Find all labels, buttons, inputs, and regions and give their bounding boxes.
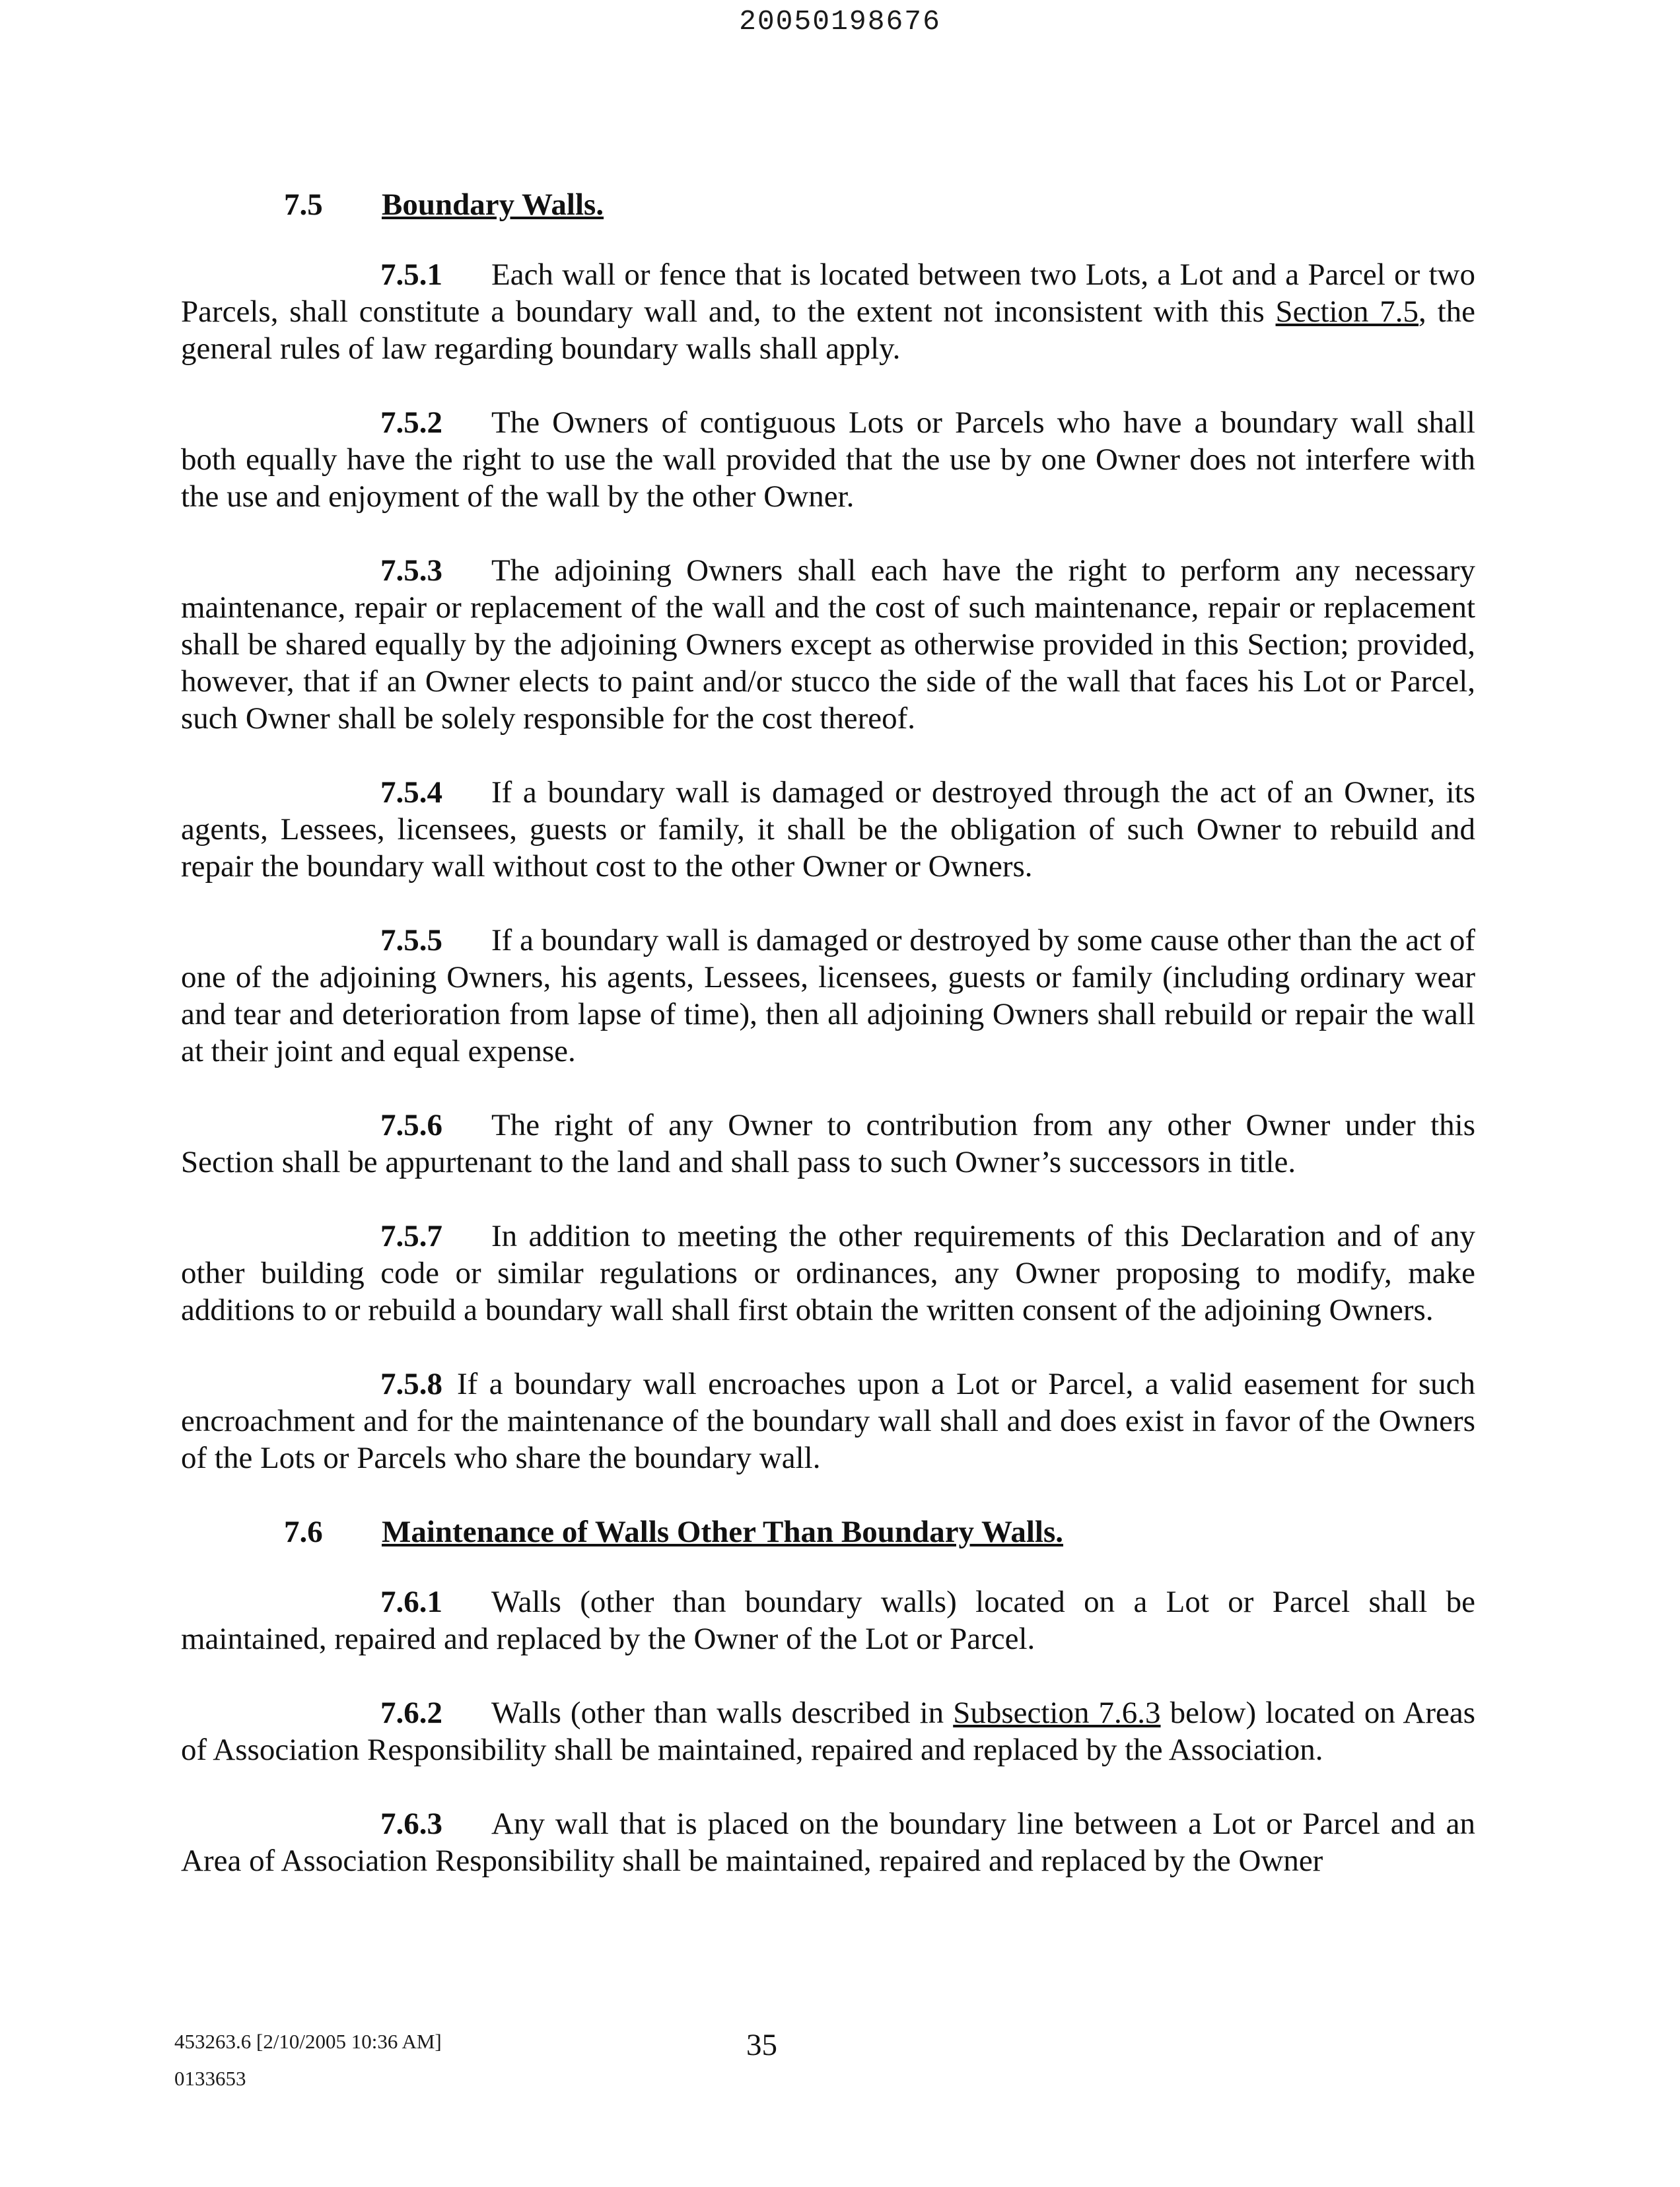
section-number: 7.5 bbox=[284, 188, 323, 222]
paragraph-7-5-2 bbox=[181, 404, 1475, 515]
cross-reference-link: Subsection 7.6.3 bbox=[953, 1696, 1161, 1730]
paragraph-7-5-6 bbox=[181, 1107, 1475, 1181]
paragraph-7-5-8 bbox=[181, 1366, 1475, 1476]
paragraph-7-5-4 bbox=[181, 774, 1475, 885]
paragraph-number: 7.6.2 bbox=[380, 1696, 442, 1730]
paragraph-text: The Owners of contiguous Lots or Parcels who have a boundary wall shall both equally have the right to use the wall provided that the use by one Owner does not interfere with the use and enjoyment of the wall by the other Owner. bbox=[181, 405, 1475, 514]
paragraph-text: If a boundary wall encroaches upon a Lot or Parcel, a valid easement for such encroachment and for the maintenance of the boundary wall shall and does exist in favor of the Owners of the Lots or Parcels who share the boundary wall. bbox=[181, 1367, 1475, 1475]
document-number: 20050198676 bbox=[739, 5, 941, 38]
paragraph-number: 7.5.7 bbox=[380, 1219, 442, 1253]
paragraph-number: 7.5.6 bbox=[380, 1108, 442, 1142]
paragraph-7-5-7 bbox=[181, 1218, 1475, 1329]
paragraph-7-6-1 bbox=[181, 1583, 1475, 1657]
paragraph-text: The adjoining Owners shall each have the right to perform any necessary maintenance, repair or replacement of the wall and the cost of such maintenance, repair or replacement shall be shared equally by the adjoining Owners except as otherwise provided in this Section; provided, however, that if an Owner elects to paint and/or stucco the side of the wall that faces his Lot or Parcel, such Owner shall be solely responsible for the cost thereof. bbox=[181, 553, 1475, 736]
paragraph-number: 7.5.1 bbox=[380, 258, 442, 292]
paragraph-7-6-3 bbox=[181, 1805, 1475, 1879]
paragraph-text: Walls (other than boundary walls) located on a Lot or Parcel shall be maintained, repaired and replaced by the Owner of the Lot or Parcel. bbox=[181, 1585, 1475, 1656]
paragraph-number: 7.6.3 bbox=[380, 1807, 442, 1841]
document-body bbox=[181, 186, 1475, 1916]
paragraph-7-6-2 bbox=[181, 1694, 1475, 1768]
section-heading-7-5 bbox=[181, 186, 1475, 223]
paragraph-text: If a boundary wall is damaged or destroyed by some cause other than the act of one of the adjoining Owners, his agents, Lessees, licensees, guests or family (including ordinary wear and tear and deterioration from lapse of time), then all adjoining Owners shall rebuild or repair the wall at their joint and equal expense. bbox=[181, 923, 1475, 1068]
paragraph-text-continued: , the general rules of law regarding boundary walls shall apply. bbox=[181, 295, 1475, 366]
paragraph-text: If a boundary wall is damaged or destroyed through the act of an Owner, its agents, Lessees, licensees, guests or family, it shall be the obligation of such Owner to rebuild and repair the boundary wall without cost to the other Owner or Owners. bbox=[181, 775, 1475, 884]
paragraph-text: Each wall or fence that is located between two Lots, a Lot and a Parcel or two Parcels, shall constitute a boundary wall and, to the extent not inconsistent with this bbox=[181, 258, 1475, 329]
paragraph-number: 7.5.4 bbox=[380, 775, 442, 810]
footer-client-code: 0133653 bbox=[174, 2067, 246, 2090]
section-title: Maintenance of Walls Other Than Boundary Walls. bbox=[382, 1515, 1064, 1549]
section-heading-7-6 bbox=[181, 1513, 1475, 1550]
paragraph-number: 7.5.5 bbox=[380, 923, 442, 957]
paragraph-number: 7.5.2 bbox=[380, 405, 442, 440]
cross-reference-link: Section 7.5 bbox=[1275, 295, 1419, 329]
paragraph-text: Any wall that is placed on the boundary line between a Lot or Parcel and an Area of Association Responsibility shall be maintained, repaired and replaced by the Owner bbox=[181, 1807, 1475, 1878]
paragraph-number: 7.6.1 bbox=[380, 1585, 442, 1619]
paragraph-7-5-3 bbox=[181, 552, 1475, 737]
paragraph-text: Walls (other than walls described in bbox=[491, 1696, 954, 1730]
paragraph-7-5-1 bbox=[181, 256, 1475, 367]
footer bbox=[174, 2023, 442, 2097]
paragraph-number: 7.5.3 bbox=[380, 553, 442, 588]
paragraph-text-continued: below) located on Areas of Association Responsibility shall be maintained, repaired and replaced by the Association. bbox=[181, 1696, 1475, 1767]
page-number: 35 bbox=[746, 2028, 777, 2062]
paragraph-7-5-5 bbox=[181, 922, 1475, 1070]
footer-doc-ref: 453263.6 [2/10/2005 10:36 AM] bbox=[174, 2030, 442, 2053]
section-number: 7.6 bbox=[284, 1515, 323, 1549]
section-title: Boundary Walls. bbox=[382, 188, 604, 222]
paragraph-text: The right of any Owner to contribution from any other Owner under this Section shall be appurtenant to the land and shall pass to such Owner’s successors in title. bbox=[181, 1108, 1475, 1179]
paragraph-number: 7.5.8 bbox=[380, 1367, 442, 1401]
paragraph-text: In addition to meeting the other requirements of this Declaration and of any other building code or similar regulations or ordinances, any Owner proposing to modify, make additions to or rebuild a boundary wall shall first obtain the written consent of the adjoining Owners. bbox=[181, 1219, 1475, 1327]
